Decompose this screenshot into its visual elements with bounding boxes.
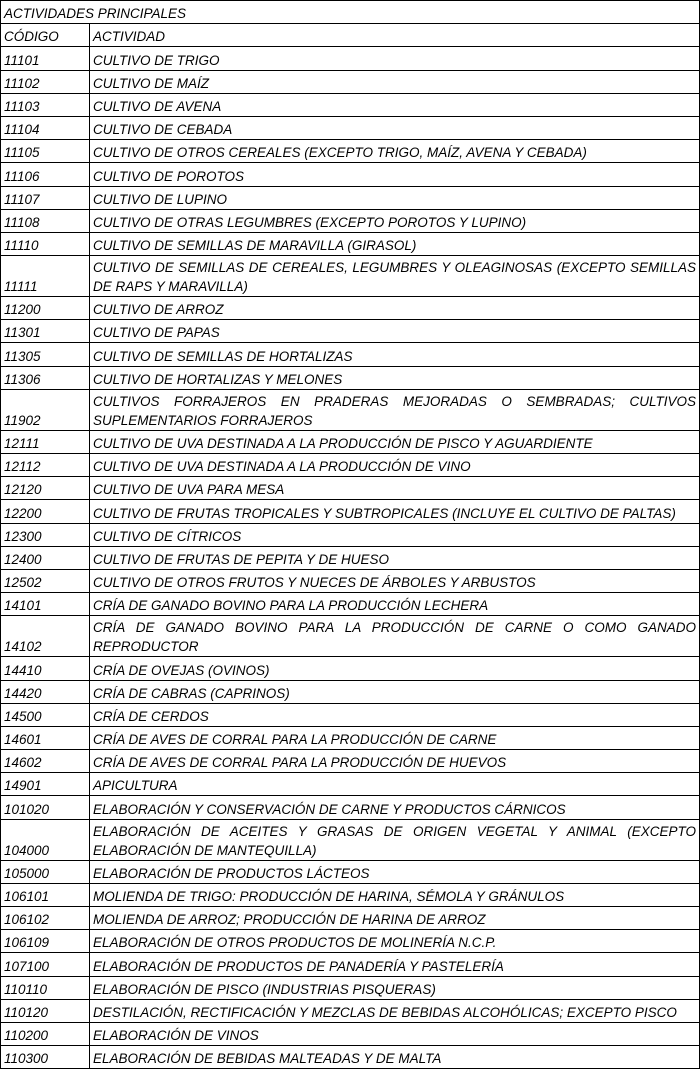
activity-code: 106109 [1, 930, 90, 953]
activity-description: APICULTURA [90, 773, 700, 796]
activity-code: 11305 [1, 343, 90, 366]
table-row [1, 907, 700, 930]
table-row [1, 860, 700, 883]
activity-description: CULTIVO DE PAPAS [90, 320, 700, 343]
activity-code: 104000 [1, 819, 90, 860]
activity-description: CULTIVO DE SEMILLAS DE CEREALES, LEGUMBRES Y OLEAGINOSAS (EXCEPTO SEMILLAS DE RAPS Y MARAVILLA) [90, 256, 700, 297]
activity-code: 14602 [1, 750, 90, 773]
table-row [1, 657, 700, 680]
table-row [1, 209, 700, 232]
table-row [1, 454, 700, 477]
activity-description: CRÍA DE CABRAS (CAPRINOS) [90, 680, 700, 703]
activity-description: ELABORACIÓN DE BEBIDAS MALTEADAS Y DE MALTA [90, 1046, 700, 1069]
activity-code: 105000 [1, 860, 90, 883]
header-activity: ACTIVIDAD [90, 24, 700, 47]
table-row [1, 366, 700, 389]
table-row [1, 523, 700, 546]
activity-description: CRÍA DE AVES DE CORRAL PARA LA PRODUCCIÓN DE HUEVOS [90, 750, 700, 773]
activity-description: MOLIENDA DE ARROZ; PRODUCCIÓN DE HARINA DE ARROZ [90, 907, 700, 930]
table-row [1, 47, 700, 70]
activity-code: 110200 [1, 1022, 90, 1045]
table-row [1, 680, 700, 703]
activity-code: 12112 [1, 454, 90, 477]
activity-description: CULTIVO DE POROTOS [90, 163, 700, 186]
activity-code: 101020 [1, 796, 90, 819]
activity-code: 12120 [1, 477, 90, 500]
activity-description: CULTIVO DE HORTALIZAS Y MELONES [90, 366, 700, 389]
activity-description: CULTIVOS FORRAJEROS EN PRADERAS MEJORADAS O SEMBRADAS; CULTIVOS SUPLEMENTARIOS FORRAJEROS [90, 389, 700, 430]
table-row [1, 796, 700, 819]
activity-description: CULTIVO DE AVENA [90, 93, 700, 116]
activity-code: 14420 [1, 680, 90, 703]
activity-description: ELABORACIÓN DE PRODUCTOS LÁCTEOS [90, 860, 700, 883]
table-row [1, 930, 700, 953]
table-row [1, 116, 700, 139]
activity-description: CULTIVO DE LUPINO [90, 186, 700, 209]
table-row [1, 953, 700, 976]
activity-description: CULTIVO DE UVA DESTINADA A LA PRODUCCIÓN DE VINO [90, 454, 700, 477]
activity-description: CULTIVO DE ARROZ [90, 297, 700, 320]
activity-code: 11306 [1, 366, 90, 389]
activity-code: 107100 [1, 953, 90, 976]
table-row [1, 750, 700, 773]
table-row [1, 430, 700, 453]
activity-description: ELABORACIÓN Y CONSERVACIÓN DE CARNE Y PRODUCTOS CÁRNICOS [90, 796, 700, 819]
table-row [1, 976, 700, 999]
table-row [1, 163, 700, 186]
activity-description: CRÍA DE GANADO BOVINO PARA LA PRODUCCIÓN DE CARNE O COMO GANADO REPRODUCTOR [90, 616, 700, 657]
activity-code: 11106 [1, 163, 90, 186]
title-row [1, 1, 700, 24]
table-row [1, 1046, 700, 1069]
table-row [1, 500, 700, 523]
activity-description: CULTIVO DE OTROS CEREALES (EXCEPTO TRIGO, MAÍZ, AVENA Y CEBADA) [90, 140, 700, 163]
activity-code: 11103 [1, 93, 90, 116]
activity-code: 11101 [1, 47, 90, 70]
activity-description: CULTIVO DE UVA PARA MESA [90, 477, 700, 500]
activity-code: 11107 [1, 186, 90, 209]
activity-code: 14101 [1, 593, 90, 616]
activity-description: ELABORACIÓN DE PRODUCTOS DE PANADERÍA Y PASTELERÍA [90, 953, 700, 976]
activity-description: ELABORACIÓN DE VINOS [90, 1022, 700, 1045]
activity-code: 11301 [1, 320, 90, 343]
table-row [1, 93, 700, 116]
activity-code: 12200 [1, 500, 90, 523]
activity-description: CULTIVO DE FRUTAS DE PEPITA Y DE HUESO [90, 546, 700, 569]
table-row [1, 389, 700, 430]
table-row [1, 593, 700, 616]
table-row [1, 140, 700, 163]
activity-code: 12111 [1, 430, 90, 453]
activity-description: CULTIVO DE OTROS FRUTOS Y NUECES DE ÁRBOLES Y ARBUSTOS [90, 569, 700, 592]
activity-description: CRÍA DE CERDOS [90, 703, 700, 726]
activity-code: 11102 [1, 70, 90, 93]
activity-code: 14500 [1, 703, 90, 726]
activity-code: 110120 [1, 999, 90, 1022]
activity-code: 110300 [1, 1046, 90, 1069]
table-row [1, 1022, 700, 1045]
table-row [1, 320, 700, 343]
activity-description: CRÍA DE OVEJAS (OVINOS) [90, 657, 700, 680]
activity-description: CULTIVO DE MAÍZ [90, 70, 700, 93]
table-row [1, 819, 700, 860]
table-title: ACTIVIDADES PRINCIPALES [1, 1, 700, 24]
activity-description: CULTIVO DE SEMILLAS DE HORTALIZAS [90, 343, 700, 366]
activity-code: 14102 [1, 616, 90, 657]
activity-description: CULTIVO DE CEBADA [90, 116, 700, 139]
table-row [1, 343, 700, 366]
header-code: CÓDIGO [1, 24, 90, 47]
activity-description: CULTIVO DE OTRAS LEGUMBRES (EXCEPTO POROTOS Y LUPINO) [90, 209, 700, 232]
table-row [1, 703, 700, 726]
activity-code: 12400 [1, 546, 90, 569]
table-row [1, 546, 700, 569]
activity-description: CULTIVO DE TRIGO [90, 47, 700, 70]
activity-code: 11104 [1, 116, 90, 139]
activity-description: ELABORACIÓN DE ACEITES Y GRASAS DE ORIGEN VEGETAL Y ANIMAL (EXCEPTO ELABORACIÓN DE MANTEQUILLA) [90, 819, 700, 860]
activity-description: CULTIVO DE CÍTRICOS [90, 523, 700, 546]
activity-code: 106101 [1, 883, 90, 906]
header-row [1, 24, 700, 47]
activity-code: 106102 [1, 907, 90, 930]
table-row [1, 477, 700, 500]
activity-code: 11111 [1, 256, 90, 297]
activity-description: CULTIVO DE UVA DESTINADA A LA PRODUCCIÓN DE PISCO Y AGUARDIENTE [90, 430, 700, 453]
activity-description: ELABORACIÓN DE OTROS PRODUCTOS DE MOLINERÍA N.C.P. [90, 930, 700, 953]
activity-code: 12502 [1, 569, 90, 592]
activity-code: 11108 [1, 209, 90, 232]
table-row [1, 999, 700, 1022]
activity-description: CRÍA DE AVES DE CORRAL PARA LA PRODUCCIÓN DE CARNE [90, 726, 700, 749]
activity-description: CRÍA DE GANADO BOVINO PARA LA PRODUCCIÓN LECHERA [90, 593, 700, 616]
activity-code: 14901 [1, 773, 90, 796]
table-row [1, 186, 700, 209]
activity-description: CULTIVO DE FRUTAS TROPICALES Y SUBTROPICALES (INCLUYE EL CULTIVO DE PALTAS) [90, 500, 700, 523]
table-row [1, 232, 700, 255]
activity-code: 12300 [1, 523, 90, 546]
activity-description: DESTILACIÓN, RECTIFICACIÓN Y MEZCLAS DE BEBIDAS ALCOHÓLICAS; EXCEPTO PISCO [90, 999, 700, 1022]
table-row [1, 773, 700, 796]
table-row [1, 616, 700, 657]
activity-code: 14410 [1, 657, 90, 680]
activity-description: CULTIVO DE SEMILLAS DE MARAVILLA (GIRASOL) [90, 232, 700, 255]
table-row [1, 256, 700, 297]
activity-code: 11110 [1, 232, 90, 255]
table-row [1, 883, 700, 906]
table-row [1, 569, 700, 592]
table-row [1, 70, 700, 93]
activity-code: 14601 [1, 726, 90, 749]
table-row [1, 726, 700, 749]
table-row [1, 297, 700, 320]
activity-description: ELABORACIÓN DE PISCO (INDUSTRIAS PISQUERAS) [90, 976, 700, 999]
activity-code: 11902 [1, 389, 90, 430]
activity-code: 11105 [1, 140, 90, 163]
activity-code: 110110 [1, 976, 90, 999]
activity-code: 11200 [1, 297, 90, 320]
activity-description: MOLIENDA DE TRIGO: PRODUCCIÓN DE HARINA, SÉMOLA Y GRÁNULOS [90, 883, 700, 906]
